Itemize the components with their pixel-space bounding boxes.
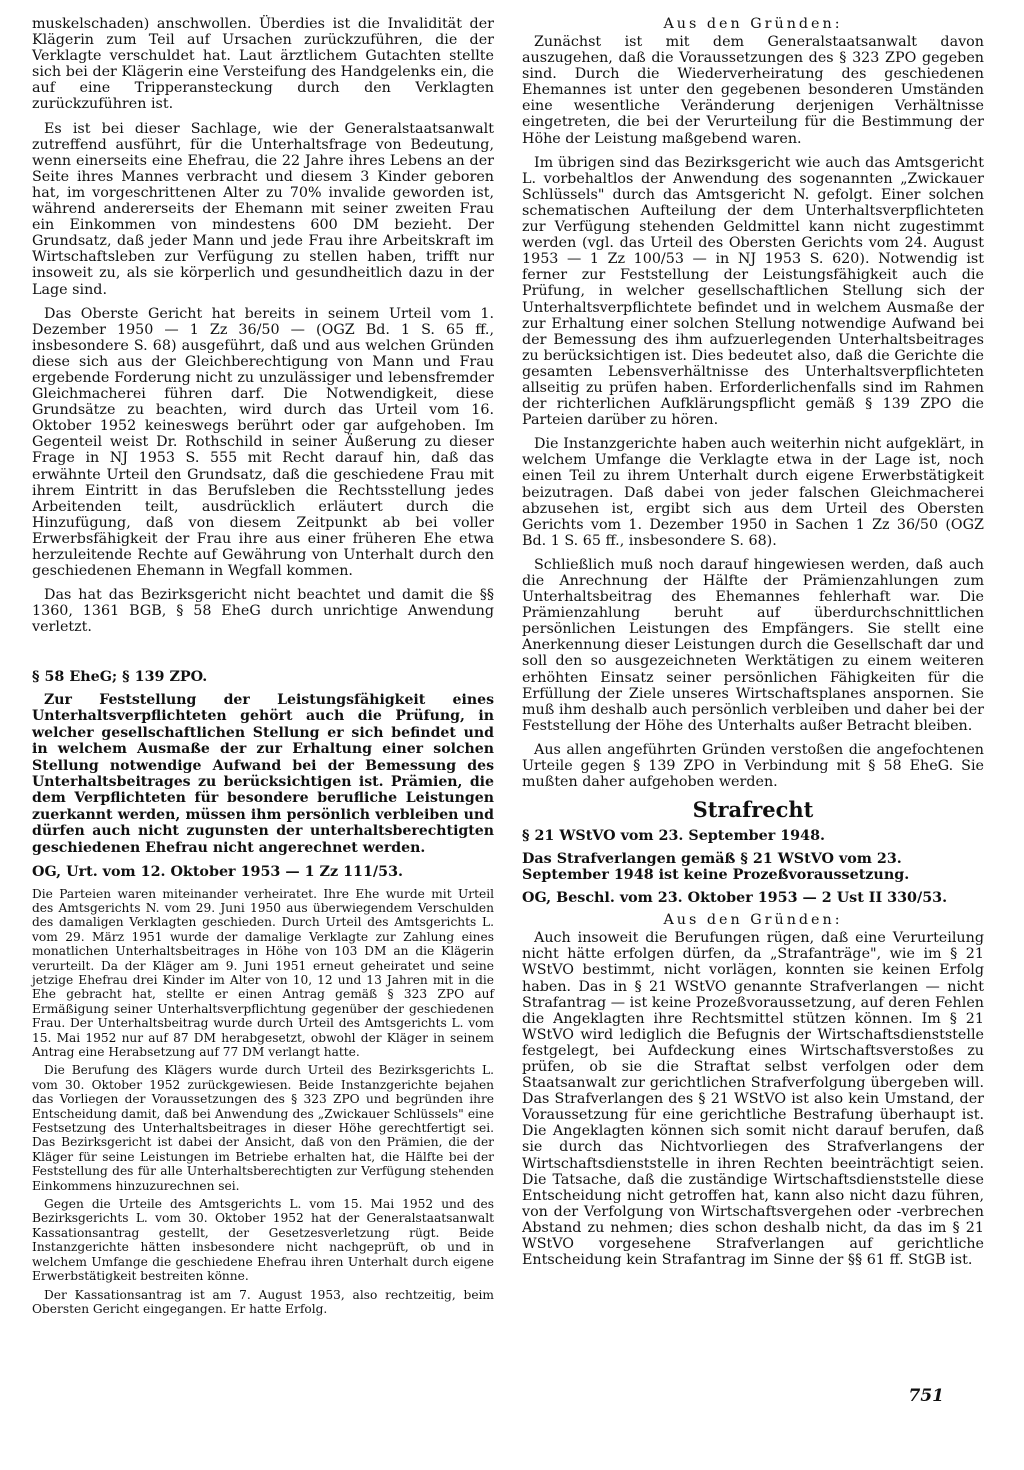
- facts-paragraph-1: Die Parteien waren miteinander verheiratet. Ihre Ehe wurde mit Urteil des Amtsgerichts N. vom 29. Juni 1950 aus überwiegendem Verschulden des damaligen Verklagten geschieden. Durch Urteil des Amtsgerichts L. vom 29. März 1951 wurde der damalige Verklagte zur Zahlung eines monatlichen Unterhaltsbeitrages in Höhe von 103 DM an die Klägerin verurteilt. Da der Kläger am 9. Juni 1951 erneut geheiratet und seine jetzige Ehefrau drei Kinder im Alter von 10, 12 und 13 Jahren mit in die Ehe gebracht hat, stellte er einen Antrag gemäß § 323 ZPO auf Ermäßigung seiner Unterhaltsverpflichtung gegenüber der geschiedenen Frau. Der Unterhaltsbeitrag wurde durch Urteil des Amtsgerichts L. vom 15. Mai 1952 nur auf 87 DM herabgesetzt, obwohl der Kläger in seinem Antrag eine Herabsetzung auf 77 DM verlangt hatte.: [32, 886, 494, 1059]
- left-paragraph-2: Es ist bei dieser Sachlage, wie der Generalstaatsanwalt zutreffend ausführt, für die Unterhaltsfrage von Bedeutung, wenn einerseits eine Ehefrau, die 22 Jahre ihres Lebens an der Seite ihres Mannes verbracht und diesem 3 Kinder geboren hat, im vorgeschrittenen Alter zu 70% invalide geworden ist, während andererseits der Ehemann mit seiner zweiten Frau ein Einkommen von mindestens 600 DM bezieht. Der Grundsatz, daß jeder Mann und jede Frau ihre Arbeitskraft im Wirtschaftsleben zur Verfügung zu stellen haben, trifft nur insoweit zu, als sie körperlich und gesundheitlich dazu in der Lage sind.: [32, 120, 494, 298]
- case-norms-heading: § 58 EheG; § 139 ZPO.: [32, 669, 208, 686]
- left-paragraph-3: Das Oberste Gericht hat bereits in seinem Urteil vom 1. Dezember 1950 — 1 Zz 36/50 — (OGZ Bd. 1 S. 65 ff., insbesondere S. 68) ausgeführt, daß und aus welchen Gründen diese sich aus der Gleichberechtigung von Mann und Frau ergebende Forderung nicht zu unzulässiger und lebensfremder Gleichmacherei führen darf. Die Notwendigkeit, diese Grundsätze zu beachten, wird durch das Urteil vom 16. Oktober 1952 keineswegs berührt oder gar aufgehoben. Im Gegenteil weist Dr. Rothschild in seiner Äußerung zu dieser Frage in NJ 1953 S. 555 mit Recht darauf hin, daß das erwähnte Urteil den Grundsatz, daß die geschiedene Frau mit ihrem Eintritt in das Berufsleben die Rechtsstellung jedes Arbeitenden teilt, ausdrücklich erläutert durch die Hinzufügung, daß von diesem Zeitpunkt ab bei voller Erwerbsfähigkeit der Frau ihre aus einer früheren Ehe etwa herzuleitende Rechte auf Gewährung von Unterhalt durch den geschiedenen Ehemann in Wegfall kommen.: [32, 305, 494, 580]
- right-paragraph-6: Auch insoweit die Berufungen rügen, daß eine Verurteilung nicht hätte erfolgen dürfen, da „Strafanträge", wie im § 21 WStVO bestimmt, nicht vorlägen, konnten sie keinen Erfolg haben. Das in § 21 WStVO genannte Strafverlangen — nicht Strafantrag — ist keine Prozeßvoraussetzung, auf deren Fehlen die Angeklagten ihre Rechtsmittel stützen können. Im § 21 WStVO wird lediglich die Befugnis der Wirtschaftsdienststelle festgelegt, bei Aufdeckung eines Wirtschaftsverstoßes zu prüfen, ob sie die Straftat selbst verfolgen oder dem Staatsanwalt zur gerichtlichen Strafverfolgung übergeben will. Das Strafverlangen des § 21 WStVO ist also kein Umstand, der Voraussetzung für eine gerichtliche Bestrafung überhaupt ist. Die Angeklagten können sich somit nicht darauf berufen, daß sie durch das Nichtvorliegen des Strafverlangens der Wirtschaftsdienststelle in ihren Rechten beeinträchtigt seien. Die Tatsache, daß die zuständige Wirtschaftsdienststelle diese Entscheidung nicht getroffen hat, kann also nicht dazu führen, von der Verfolgung von Wirtschaftsvergehen oder -verbrechen Abstand zu nehmen; dies schon deshalb nicht, da das im § 21 WStVO vorgesehene Strafverlangen auf gerichtliche Entscheidung kein Strafantrag im Sinne der §§ 61 ff. StGB ist.: [522, 930, 984, 1269]
- page-number: 751: [908, 1386, 944, 1406]
- left-paragraph-4: Das hat das Bezirksgericht nicht beachtet und damit die §§ 1360, 1361 BGB, § 58 EheG durch unrichtige Anwendung verletzt.: [32, 587, 494, 636]
- right-paragraph-5: Aus allen angeführten Gründen verstoßen die angefochtenen Urteile gegen § 139 ZPO in Verbindung mit § 58 EheG. Sie mußten daher aufgehoben werden.: [522, 741, 984, 791]
- facts-paragraph-2: Die Berufung des Klägers wurde durch Urteil des Bezirksgerichts L. vom 30. Oktober 1952 zurückgewiesen. Beide Instanzgerichte bejahen das Vorliegen der Voraussetzungen des § 323 ZPO und begründen ihre Entscheidung damit, daß bei Anwendung des „Zwickauer Schlüssels" eine Festsetzung des Unterhaltsbeitrages in dieser Höhe gerechtfertigt sei. Das Bezirksgericht ist dabei der Ansicht, daß von den Prämien, die der Kläger für seine Leistungen im Betriebe erhalten hat, die Hälfte bei der Feststellung des für alle Unterhaltsberechtigten zur Verfügung stehenden Einkommens hinzuzurechnen sei.: [32, 1063, 494, 1193]
- right-paragraph-3: Die Instanzgerichte haben auch weiterhin nicht aufgeklärt, in welchem Umfange die Verklagte etwa in der Lage ist, noch einen Teil zu ihrem Unterhalt durch eigene Erwerbstätigkeit beizutragen. Daß dabei von jeder falschen Gleichmacherei abzusehen ist, ergibt sich aus dem Urteil des Obersten Gerichts vom 1. Dezember 1950 in Sachen 1 Zz 36/50 (OGZ Bd. 1 S. 65 ff., insbesondere S. 68).: [522, 436, 984, 549]
- left-column: [32, 16, 494, 1320]
- reasons-heading-2: Aus den Gründen:: [663, 912, 843, 929]
- facts-paragraph-4: Der Kassationsantrag ist am 7. August 1953, also rechtzeitig, beim Obersten Gericht eingegangen. Er hatte Erfolg.: [32, 1287, 494, 1316]
- right-paragraph-2: Im übrigen sind das Bezirksgericht wie auch das Amtsgericht L. vorbehaltlos der Anwendung des sogenannten „Zwickauer Schlüssels" durch das Amtsgericht N. gefolgt. Einer solchen schematischen Aufteilung der dem Unterhaltsverpflichteten zur Verfügung stehenden Geldmittel kann nicht zugestimmt werden (vgl. das Urteil des Obersten Gerichts vom 24. August 1953 — 1 Zz 100/53 — in NJ 1953 S. 620). Notwendig ist ferner zur Feststellung der Leistungsfähigkeit auch die Prüfung, in welcher gesellschaftlichen Stellung sich der Unterhaltsverpflichtete befindet und in welchem Ausmaße der zur Erhaltung einer solchen Stellung notwendige Aufwand bei der Bemessung des ihm aufzuerlegenden Unterhaltsbeitrages zu berücksichtigen ist. Dies bedeutet also, daß die Gerichte die gesamten Lebensverhältnisse des Unterhaltsverpflichteten allseitig zu prüfen haben. Erforderlichenfalls sind im Rahmen der richterlichen Aufklärungspflicht gemäß § 139 ZPO die Parteien darüber zu hören.: [522, 154, 984, 429]
- case-norms-heading-2: § 21 WStVO vom 23. September 1948.: [522, 828, 825, 845]
- case-reference: OG, Urt. vom 12. Oktober 1953 — 1 Zz 111/53.: [32, 864, 404, 881]
- facts-paragraph-3: Gegen die Urteile des Amtsgerichts L. vom 15. Mai 1952 und des Bezirksgerichts L. vom 30. Oktober 1952 hat der Generalstaatsanwalt Kassationsantrag gestellt, der Gesetzesverletzung rügt. Beide Instanzgerichte hätten insbesondere nicht nachgeprüft, ob und in welchem Umfange die geschiedene Ehefrau ihren Unterhalt durch eigene Erwerbstätigkeit bestreiten könne.: [32, 1197, 494, 1284]
- reasons-heading: Aus den Gründen:: [663, 16, 843, 32]
- spacer: [32, 643, 494, 669]
- right-column: [522, 16, 984, 1276]
- section-title-strafrecht: Strafrecht: [692, 797, 814, 823]
- right-paragraph-1: Zunächst ist mit dem Generalstaatsanwalt davon auszugehen, daß die Voraussetzungen des § 323 ZPO gegeben sind. Durch die Wiederverheiratung des geschiedenen Ehemannes ist unter den gegebenen besonderen Umständen eine wesentliche Veränderung derjenigen Verhältnisse eingetreten, die bei der Verurteilung für die Bestimmung der Höhe der Leistung maßgebend waren.: [522, 34, 984, 147]
- left-paragraph-1: muskelschaden) anschwollen. Überdies ist die Invalidität der Klägerin zum Teil auf Ursachen zurückzuführen, die der Verklagte verschuldet hat. Laut ärztlichem Gutachten stellte sich bei der Klägerin eine Versteifung des Handgelenks ein, die auf eine Tripperansteckung durch den Verklagten zurückzuführen ist.: [32, 16, 494, 113]
- case-reference-2: OG, Beschl. vom 23. Oktober 1953 — 2 Ust II 330/53.: [522, 889, 948, 906]
- two-column-layout: [32, 16, 988, 1320]
- headnote: Zur Feststellung der Leistungsfähigkeit eines Unterhaltsverpflichteten gehört auch die Prüfung, in welcher gesellschaftlichen Stellung er sich befindet und in welchem Ausmaße der zur Erhaltung einer solchen Stellung notwendige Aufwand bei der Bemessung des Unterhaltsbeitrages zu berücksichtigen ist. Prämien, die dem Verpflichteten für besondere berufliche Leistungen zuerkannt werden, müssen ihm persönlich verbleiben und dürfen auch nicht zugunsten der unterhaltsberechtigten geschiedenen Ehefrau nicht angerechnet werden.: [32, 691, 494, 856]
- right-paragraph-4: Schließlich muß noch darauf hingewiesen werden, daß auch die Anrechnung der Hälfte der Prämienzahlungen zum Unterhaltsbeitrag des Ehemannes fehlerhaft war. Die Prämienzahlung beruht auf überdurchschnittlichen persönlichen Leistungen des Empfängers. Sie stellt eine Anerkennung dieser Leistungen durch die Gesellschaft dar und soll den so ausgezeichneten Werktätigen zu einem weiteren erhöhten Einsatz seiner persönlichen Fähigkeiten für die Erfüllung der Ziele unseres Wirtschaftsplanes anspornen. Sie muß ihm deshalb auch persönlich verbleiben und daher bei der Feststellung der Höhe des Unterhalts außer Betracht bleiben.: [522, 556, 984, 734]
- headnote-2: Das Strafverlangen gemäß § 21 WStVO vom 23. September 1948 ist keine Prozeßvoraussetzung.: [522, 850, 910, 884]
